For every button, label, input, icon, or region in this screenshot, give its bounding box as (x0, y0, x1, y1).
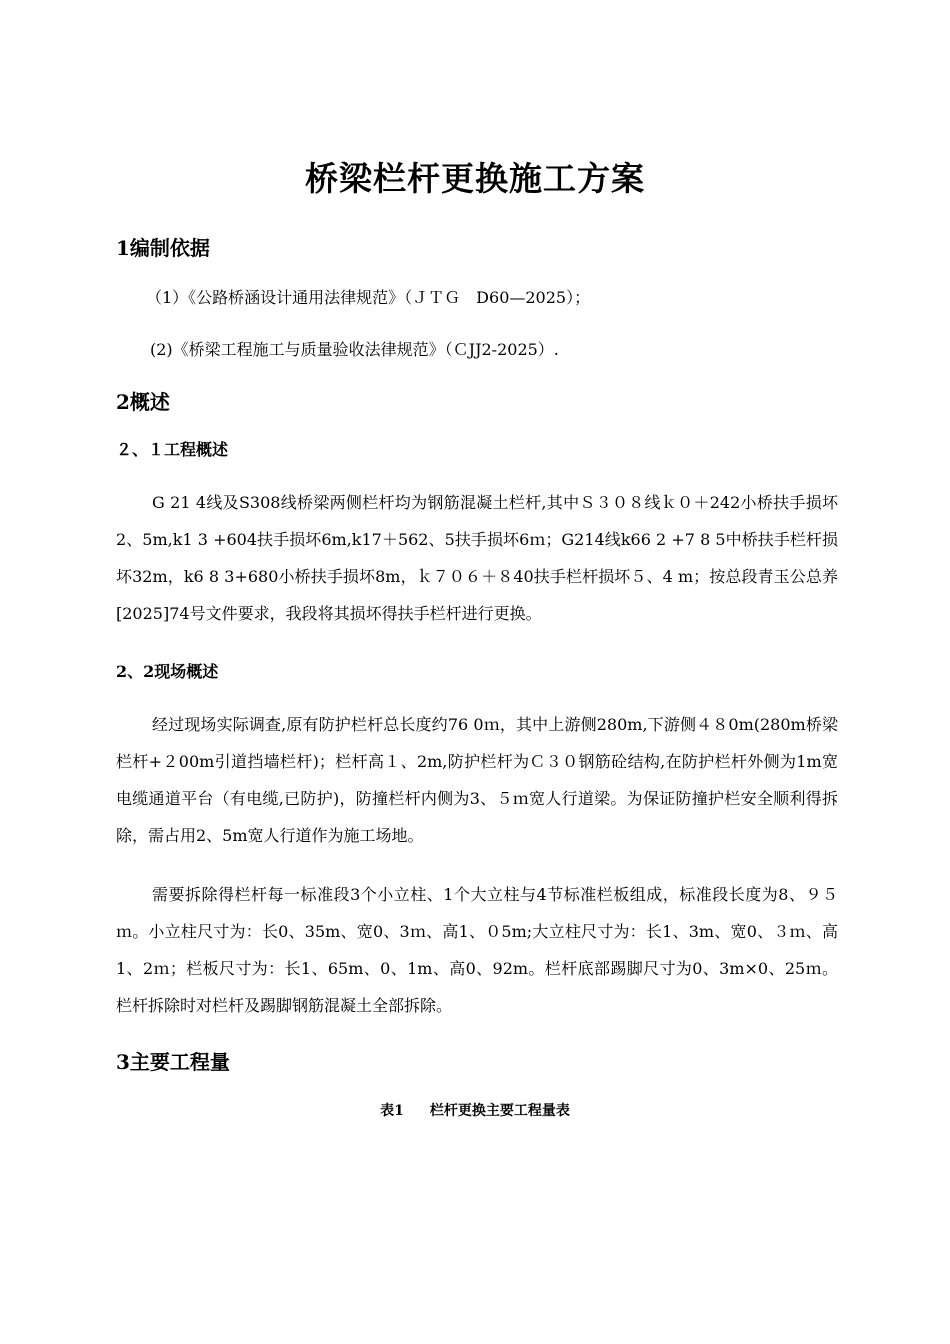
table-caption-label: 表1 (380, 1103, 404, 1119)
paragraph-railing-dimensions: 需要拆除得栏杆每一标准段3个小立柱、1个大立柱与4节标准栏板组成，标准段长度为8、９５ｍ。小立柱尺寸为：长0、35m、宽0、3ｍ、高1、０5m;大立柱尺寸为：长1、3m、宽0、３ｍ、高1、2ｍ；栏板尺寸为：长1、65m、0、1m、高0、92m。栏杆底部踢脚尺寸为0、3m×0、25ｍ。栏杆拆除时对栏杆及踢脚钢筋混凝土全部拆除。 (116, 885, 838, 1015)
section-heading-quantities: 3主要工程量 (116, 1050, 230, 1074)
document-title: 桥梁栏杆更换施工方案 (305, 159, 645, 198)
reference-item-2: (2)《桥梁工程施工与质量验收法律规范》（ＣJJ2-2025）. (150, 340, 559, 359)
table-caption-text: 栏杆更换主要工程量表 (429, 1103, 570, 1119)
subsection-heading-site-overview: 2、2现场概述 (116, 662, 219, 681)
table-caption (0, 1100, 950, 1122)
section-heading-overview: 2概述 (116, 390, 170, 414)
section-heading-basis: 1编制依据 (116, 236, 210, 260)
paragraph-project-overview: G 21 4线及S308线桥梁两侧栏杆均为钢筋混凝土栏杆,其中Ｓ３０８线ｋ０＋242小桥扶手损坏2、5m,k1 3 +604扶手损坏6m,k17＋562、5扶手损坏6ｍ；G214线k66 2 +7 8 5中桥扶手栏杆损坏32m，k6 8 3+680小桥扶手损坏8m，ｋ７０６＋８40扶手栏杆损坏５、4 m；按总段青玉公总养[2025]74号文件要求，我段将其损坏得扶手栏杆进行更换。 (116, 493, 838, 623)
subsection-heading-project-overview: ２、１工程概述 (116, 440, 229, 459)
reference-item-1: （1）《公路桥涵设计通用法律规范》（ＪＴＧ D60—2025）； (146, 288, 591, 307)
paragraph-site-survey: 经过现场实际调查,原有防护栏杆总长度约76 0ｍ，其中上游侧280m,下游侧４８0m(280m桥梁栏杆+２00m引道挡墙栏杆)；栏杆高１、2m,防护栏杆为Ｃ３０钢筋砼结构,在防护栏杆外侧为1m宽电缆通道平台（有电缆,已防护)，防撞栏杆内侧为3、５ｍ宽人行道梁。为保证防撞护栏安全顺利得拆除，需占用2、5m宽人行道作为施工场地。 (116, 715, 838, 845)
